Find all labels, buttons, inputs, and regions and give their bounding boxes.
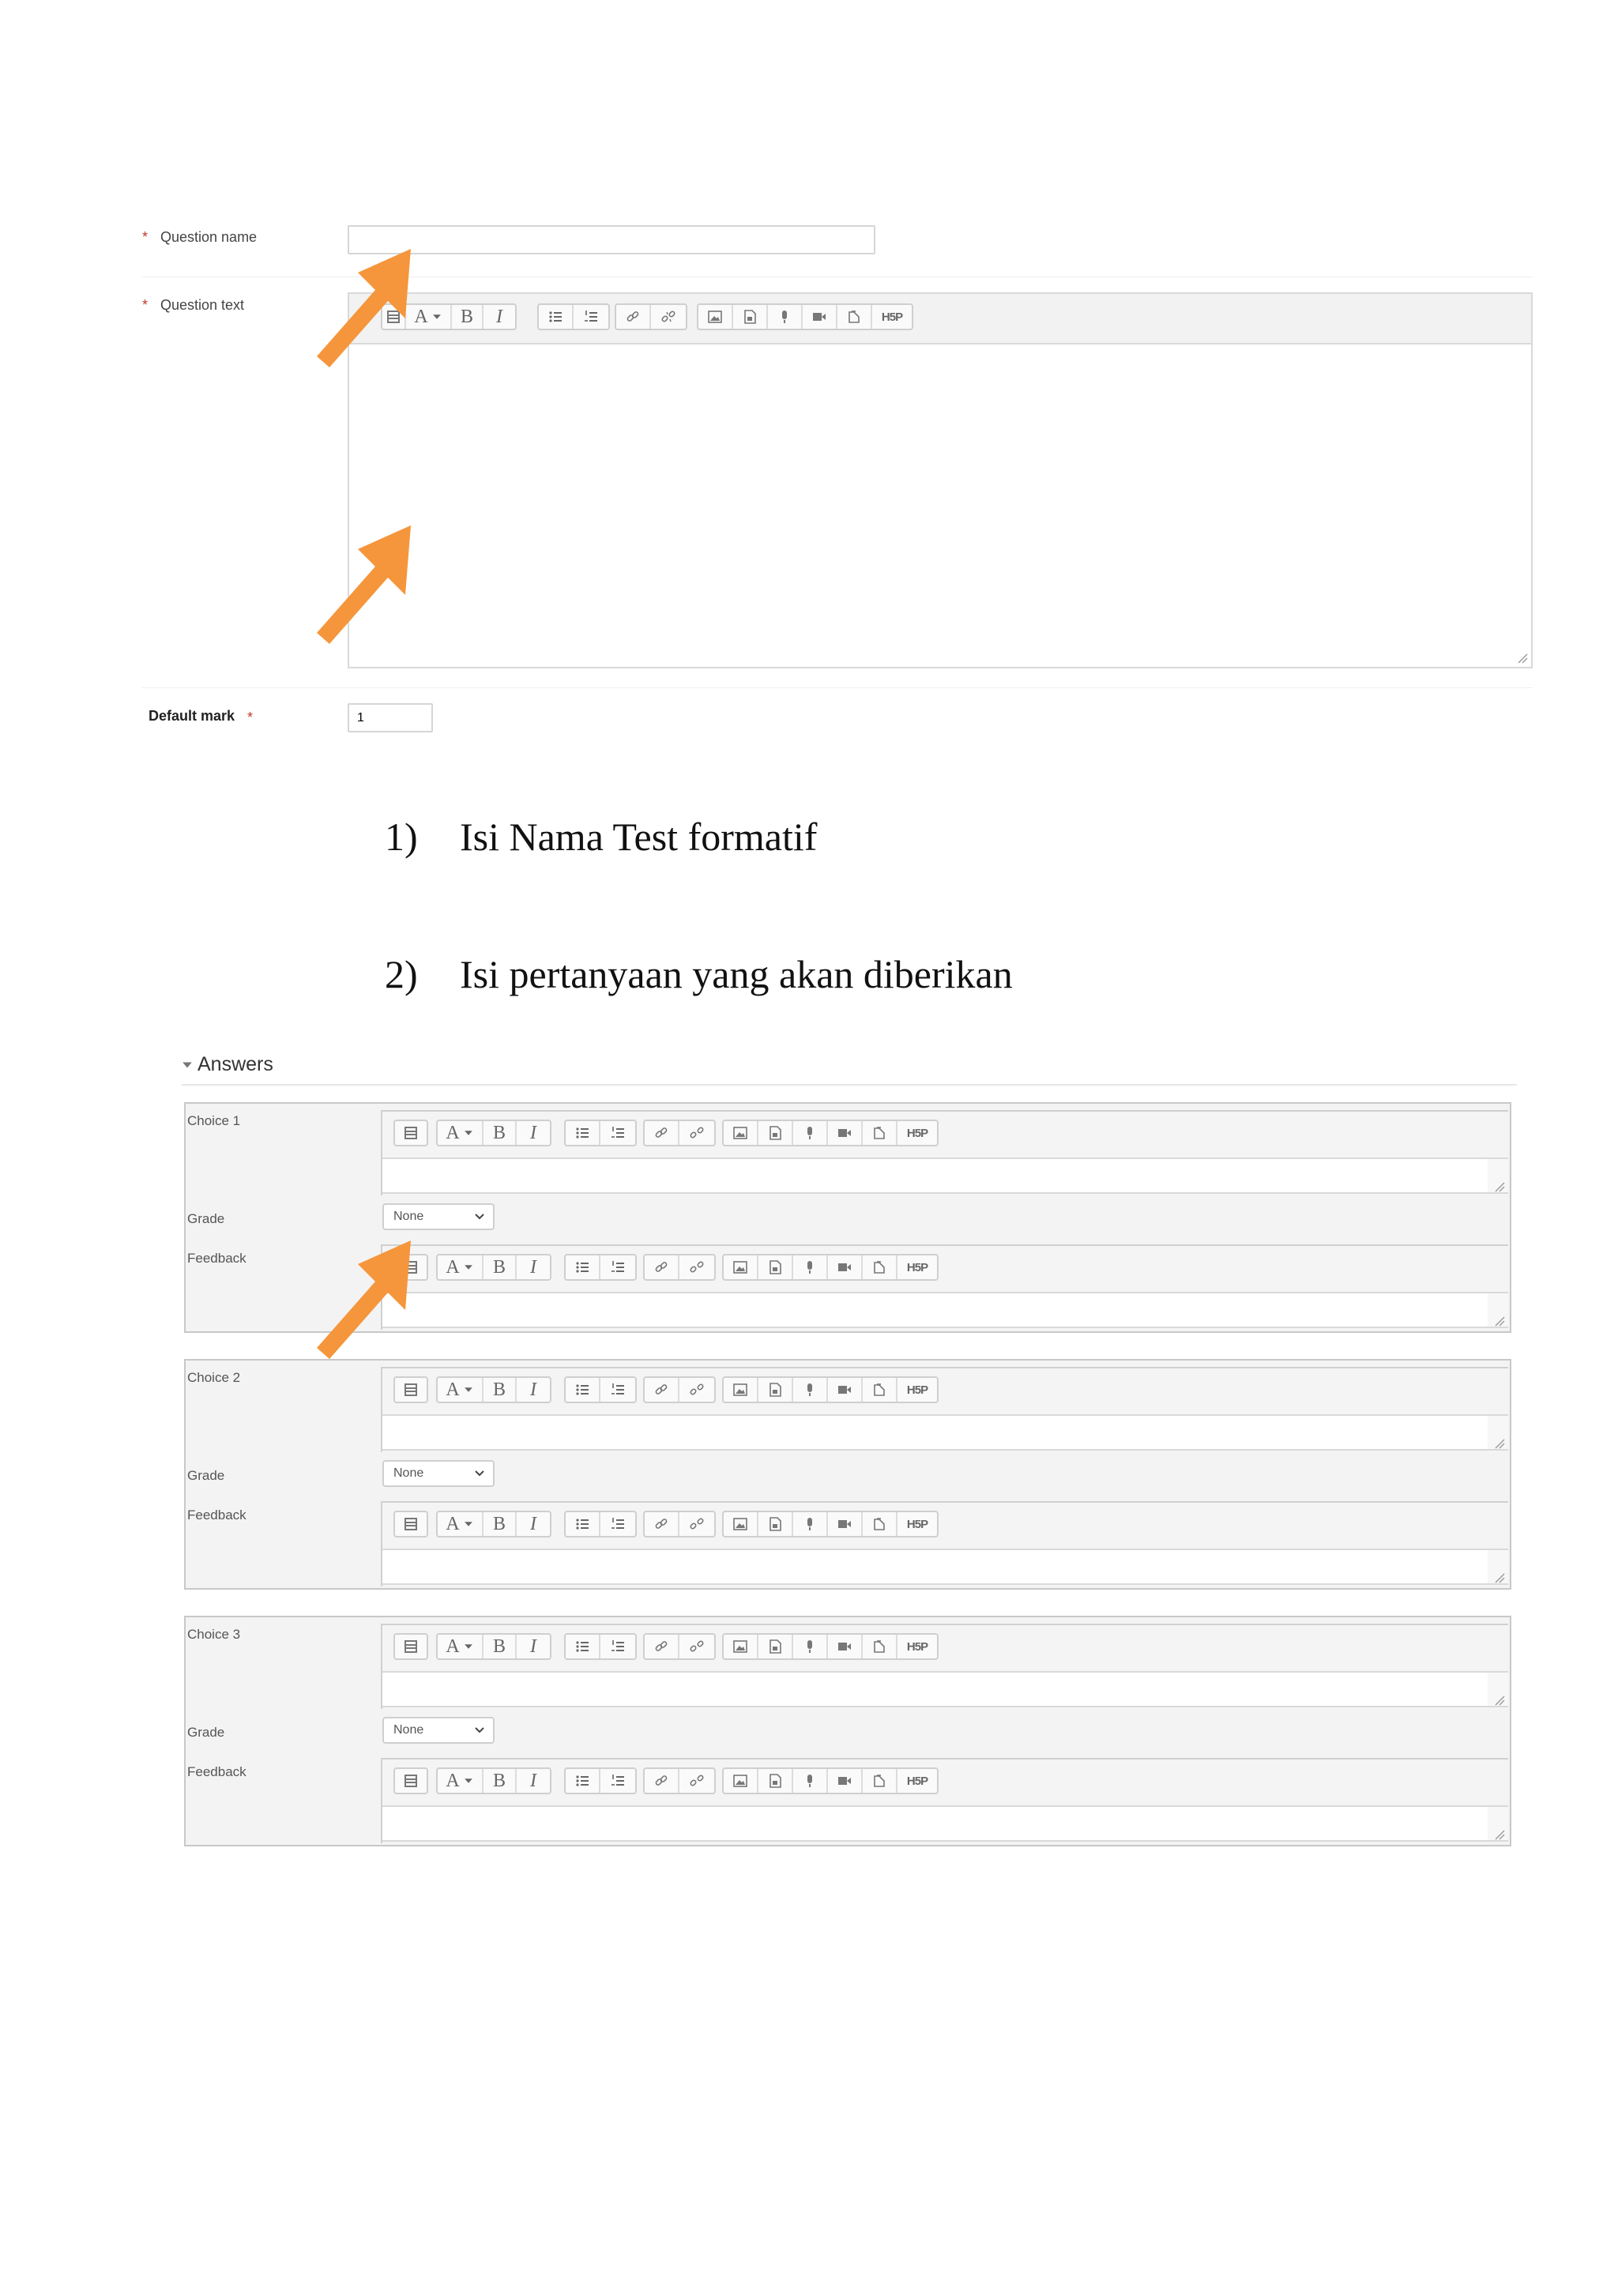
microphone-icon [802, 1639, 818, 1654]
unordered-list-button[interactable] [566, 1255, 600, 1279]
microphone-icon [802, 1773, 818, 1789]
insert-media-button[interactable] [758, 1512, 793, 1536]
answers-rule [182, 1084, 1517, 1086]
collapse-caret-icon [182, 1060, 193, 1071]
resize-handle-icon[interactable] [1494, 1438, 1505, 1449]
unlink-icon [689, 1125, 705, 1141]
link-icon [653, 1773, 669, 1789]
numbered-list-icon [610, 1382, 626, 1398]
unordered-list-button[interactable] [566, 1378, 600, 1402]
numbered-list-icon [610, 1639, 626, 1654]
font-style-icon: A [446, 1256, 460, 1278]
media-file-icon [767, 1516, 783, 1532]
required-marker: * [142, 229, 149, 245]
numbered-list-icon [583, 309, 599, 325]
insert-media-button[interactable] [758, 1635, 793, 1658]
insert-image-button[interactable] [724, 1255, 758, 1279]
link-button[interactable] [645, 1512, 679, 1536]
toolbar-group-media [722, 1254, 939, 1281]
chevron-down-icon [463, 1262, 474, 1273]
italic-button[interactable]: I [530, 1635, 536, 1657]
toolbar-group-links [615, 303, 687, 330]
chevron-down-icon [474, 1468, 485, 1479]
link-icon [653, 1639, 669, 1654]
editor-toolbar [382, 1368, 1508, 1414]
files-icon [846, 309, 862, 325]
question-text-editor [348, 292, 1533, 668]
image-icon [707, 309, 723, 325]
unlink-button[interactable] [679, 1512, 714, 1536]
unlink-button[interactable] [679, 1121, 714, 1145]
record-video-button[interactable] [828, 1512, 863, 1536]
h5p-button[interactable]: H5P [906, 1639, 928, 1654]
toolbar-toggle-icon [403, 1639, 419, 1654]
h5p-button[interactable]: H5P [906, 1774, 928, 1788]
insert-image-button[interactable] [724, 1378, 758, 1402]
grade-value: None [393, 1466, 424, 1480]
toolbar-toggle-button[interactable] [395, 1378, 427, 1402]
files-icon [871, 1639, 887, 1654]
unlink-icon [689, 1516, 705, 1532]
unordered-list-button[interactable] [566, 1512, 600, 1536]
unordered-list-button[interactable] [566, 1121, 600, 1145]
ordered-list-button[interactable] [600, 1512, 635, 1536]
feedback-editor [381, 1758, 1508, 1843]
media-file-icon [767, 1125, 783, 1141]
unlink-button[interactable] [679, 1635, 714, 1658]
question-text-label: Question text [160, 297, 245, 313]
editor-toolbar [382, 1246, 1508, 1292]
record-audio-button[interactable] [793, 1255, 828, 1279]
record-video-button[interactable] [828, 1378, 863, 1402]
numbered-list-icon [610, 1125, 626, 1141]
video-camera-icon [811, 309, 827, 325]
bullet-list-icon [574, 1259, 590, 1275]
h5p-button[interactable]: H5P [906, 1383, 928, 1397]
unlink-button[interactable] [679, 1255, 714, 1279]
manage-files-button[interactable] [863, 1121, 897, 1145]
bold-button[interactable]: B [484, 1512, 517, 1536]
question-name-label: Question name [160, 229, 258, 245]
unordered-list-button[interactable] [566, 1635, 600, 1658]
toolbar-group-style [393, 1633, 428, 1660]
link-button[interactable] [645, 1121, 679, 1145]
link-icon [653, 1125, 669, 1141]
insert-image-button[interactable] [724, 1769, 758, 1793]
toolbar-group-lists [537, 303, 610, 330]
paragraph-style-button[interactable] [438, 1121, 484, 1145]
toolbar-group-lists [564, 1633, 637, 1660]
chevron-down-icon [463, 1127, 474, 1139]
toolbar-group-format [436, 1767, 551, 1794]
choice-editor [381, 1367, 1508, 1452]
font-style-icon: A [446, 1379, 460, 1400]
divider [142, 687, 1533, 688]
answers-legend[interactable] [182, 1053, 273, 1076]
h5p-button[interactable]: H5P [906, 1126, 928, 1140]
numbered-list-icon [610, 1773, 626, 1789]
font-style-icon: A [446, 1770, 460, 1791]
insert-image-button[interactable] [724, 1121, 758, 1145]
video-camera-icon [837, 1382, 852, 1398]
manage-files-button[interactable] [863, 1378, 897, 1402]
toolbar-group-lists [564, 1254, 637, 1281]
link-button[interactable] [645, 1635, 679, 1658]
toolbar-group-lists [564, 1511, 637, 1538]
media-file-icon [767, 1382, 783, 1398]
choice-block-2 [184, 1359, 1511, 1590]
feedback-editor [381, 1244, 1508, 1330]
choice-editor [381, 1110, 1508, 1195]
toolbar-group-style [393, 1767, 428, 1794]
manage-files-button[interactable] [863, 1512, 897, 1536]
toolbar-group-format [436, 1120, 551, 1146]
toolbar-group-lists [564, 1767, 637, 1794]
manage-files-button[interactable] [863, 1255, 897, 1279]
annotation-arrow-icon [312, 249, 419, 383]
bullet-list-icon [574, 1773, 590, 1789]
record-video-button[interactable] [828, 1635, 863, 1658]
toolbar-group-links [643, 1376, 716, 1403]
unordered-list-button[interactable] [539, 305, 574, 329]
italic-button[interactable]: I [530, 1513, 536, 1534]
resize-handle-icon[interactable] [1517, 653, 1528, 664]
grade-label: Grade [187, 1211, 225, 1226]
bullet-list-icon [574, 1125, 590, 1141]
resize-handle-icon[interactable] [1494, 1181, 1505, 1192]
record-audio-button[interactable] [768, 305, 803, 329]
ordered-list-button[interactable] [600, 1769, 635, 1793]
feedback-text-area[interactable] [382, 1805, 1488, 1842]
choice-label: Choice 1 [187, 1113, 241, 1128]
video-camera-icon [837, 1516, 852, 1532]
unlink-button[interactable] [679, 1769, 714, 1793]
media-file-icon [767, 1639, 783, 1654]
toolbar-toggle-button[interactable] [395, 1769, 427, 1793]
link-icon [625, 309, 641, 325]
italic-button[interactable]: I [530, 1379, 536, 1400]
link-icon [653, 1516, 669, 1532]
h5p-button[interactable]: H5P [906, 1517, 928, 1531]
feedback-label: Feedback [187, 1764, 246, 1779]
toolbar-group-media [722, 1511, 939, 1538]
font-style-icon: A [446, 1122, 460, 1143]
toolbar-toggle-button[interactable] [395, 1635, 427, 1658]
record-audio-button[interactable] [793, 1769, 828, 1793]
manage-files-button[interactable] [863, 1635, 897, 1658]
insert-media-button[interactable] [758, 1255, 793, 1279]
toolbar-group-links [643, 1120, 716, 1146]
insert-image-button[interactable] [724, 1512, 758, 1536]
instruction-2 [385, 951, 1013, 997]
resize-handle-icon[interactable] [1494, 1829, 1505, 1840]
toolbar-group-media [722, 1633, 939, 1660]
editor-toolbar [382, 1625, 1508, 1671]
ordered-list-button[interactable] [600, 1121, 635, 1145]
record-audio-button[interactable] [793, 1635, 828, 1658]
instruction-1 [385, 814, 818, 860]
toolbar-group-links [643, 1254, 716, 1281]
instruction-text: Isi pertanyaan yang akan diberikan [460, 952, 1013, 996]
ordered-list-button[interactable] [600, 1378, 635, 1402]
chevron-down-icon [463, 1384, 474, 1395]
image-icon [732, 1639, 748, 1654]
insert-media-button[interactable] [758, 1378, 793, 1402]
link-icon [653, 1382, 669, 1398]
video-camera-icon [837, 1639, 852, 1654]
ordered-list-button[interactable] [600, 1635, 635, 1658]
editor-toolbar [382, 1112, 1508, 1157]
files-icon [871, 1382, 887, 1398]
image-icon [732, 1259, 748, 1275]
toolbar-toggle-button[interactable] [395, 1121, 427, 1145]
bold-button[interactable]: B [452, 305, 484, 329]
editor-toolbar [382, 1760, 1508, 1805]
microphone-icon [802, 1259, 818, 1275]
grade-value: None [393, 1210, 424, 1223]
bullet-list-icon [574, 1639, 590, 1654]
manage-files-button[interactable] [863, 1769, 897, 1793]
grade-label: Grade [187, 1468, 225, 1483]
unlink-icon [689, 1773, 705, 1789]
instruction-text: Isi Nama Test formatif [460, 815, 818, 859]
bold-button[interactable]: B [484, 1769, 517, 1793]
toolbar-toggle-icon [403, 1516, 419, 1532]
ordered-list-button[interactable] [600, 1255, 635, 1279]
record-audio-button[interactable] [793, 1512, 828, 1536]
toolbar-group-links [643, 1633, 716, 1660]
italic-button[interactable]: I [530, 1122, 536, 1143]
unlink-button[interactable] [679, 1378, 714, 1402]
chevron-down-icon [463, 1519, 474, 1530]
italic-button[interactable]: I [496, 306, 502, 327]
toolbar-group-style [393, 1120, 428, 1146]
default-mark-label: Default mark [149, 708, 235, 724]
record-audio-button[interactable] [793, 1121, 828, 1145]
insert-media-button[interactable] [758, 1121, 793, 1145]
grade-value: None [393, 1723, 424, 1737]
video-camera-icon [837, 1773, 852, 1789]
toolbar-toggle-button[interactable] [395, 1512, 427, 1536]
files-icon [871, 1516, 887, 1532]
link-icon [653, 1259, 669, 1275]
insert-media-button[interactable] [733, 305, 768, 329]
toolbar-group-media [722, 1376, 939, 1403]
chevron-down-icon [463, 1641, 474, 1652]
toolbar-group-media [697, 303, 913, 330]
editor-toolbar [349, 294, 1531, 344]
video-camera-icon [837, 1125, 852, 1141]
media-file-icon [767, 1259, 783, 1275]
insert-image-button[interactable] [724, 1635, 758, 1658]
toolbar-group-lists [564, 1120, 637, 1146]
files-icon [871, 1125, 887, 1141]
question-name-input[interactable] [348, 225, 875, 254]
choice-text-area[interactable] [382, 1414, 1488, 1451]
unlink-icon [689, 1639, 705, 1654]
image-icon [732, 1125, 748, 1141]
feedback-label: Feedback [187, 1251, 246, 1266]
media-file-icon [742, 309, 758, 325]
toolbar-group-media [722, 1767, 939, 1794]
toolbar-toggle-icon [403, 1125, 419, 1141]
grade-select[interactable] [382, 1717, 495, 1744]
choice-text-area[interactable] [382, 1157, 1488, 1194]
choice-label: Choice 3 [187, 1627, 241, 1642]
manage-files-button[interactable] [837, 305, 872, 329]
insert-media-button[interactable] [758, 1769, 793, 1793]
numbered-list-icon [610, 1516, 626, 1532]
choice-text-area[interactable] [382, 1671, 1488, 1707]
paragraph-style-button[interactable] [438, 1255, 484, 1279]
feedback-label: Feedback [187, 1507, 246, 1523]
toolbar-toggle-icon [403, 1773, 419, 1789]
toolbar-group-style [393, 1376, 428, 1403]
choice-label: Choice 2 [187, 1370, 241, 1385]
toolbar-group-format [436, 1376, 551, 1403]
bold-button[interactable]: B [484, 1635, 517, 1658]
toolbar-toggle-icon [403, 1382, 419, 1398]
grade-select[interactable] [382, 1203, 495, 1230]
choice-editor [381, 1624, 1508, 1709]
unlink-icon [689, 1259, 705, 1275]
chevron-down-icon [463, 1775, 474, 1786]
chevron-down-icon [474, 1211, 485, 1222]
required-marker: * [247, 710, 254, 725]
grade-select[interactable] [382, 1460, 495, 1487]
h5p-button[interactable]: H5P [881, 310, 903, 324]
toolbar-group-format [436, 1511, 551, 1538]
image-icon [732, 1516, 748, 1532]
font-style-icon: A [414, 306, 428, 327]
feedback-editor [381, 1501, 1508, 1586]
paragraph-style-button[interactable] [438, 1635, 484, 1658]
bold-button[interactable]: B [484, 1121, 517, 1145]
record-video-button[interactable] [803, 305, 837, 329]
video-camera-icon [837, 1259, 852, 1275]
font-style-icon: A [446, 1513, 460, 1534]
paragraph-style-button[interactable] [438, 1769, 484, 1793]
bullet-list-icon [574, 1516, 590, 1532]
files-icon [871, 1259, 887, 1275]
link-button[interactable] [616, 305, 651, 329]
link-button[interactable] [645, 1378, 679, 1402]
record-video-button[interactable] [828, 1121, 863, 1145]
italic-button[interactable]: I [530, 1770, 536, 1791]
bullet-list-icon [574, 1382, 590, 1398]
numbered-list-icon [610, 1259, 626, 1275]
files-icon [871, 1773, 887, 1789]
record-video-button[interactable] [828, 1769, 863, 1793]
bullet-list-icon [547, 309, 563, 325]
font-style-icon: A [446, 1635, 460, 1657]
insert-image-button[interactable] [698, 305, 733, 329]
resize-handle-icon[interactable] [1494, 1695, 1505, 1706]
image-icon [732, 1382, 748, 1398]
link-button[interactable] [645, 1255, 679, 1279]
link-button[interactable] [645, 1769, 679, 1793]
toolbar-group-style [393, 1511, 428, 1538]
unlink-icon [689, 1382, 705, 1398]
annotation-arrow-icon [312, 525, 419, 660]
bold-button[interactable]: B [484, 1255, 517, 1279]
choice-block-3 [184, 1616, 1511, 1846]
paragraph-style-button[interactable] [438, 1378, 484, 1402]
answers-title: Answers [198, 1053, 273, 1075]
toolbar-group-media [722, 1120, 939, 1146]
italic-button[interactable]: I [530, 1256, 536, 1278]
toolbar-group-links [643, 1767, 716, 1794]
toolbar-group-lists [564, 1376, 637, 1403]
toolbar-group-links [643, 1511, 716, 1538]
toolbar-group-format [436, 1254, 551, 1281]
question-text-area[interactable] [349, 344, 1531, 665]
resize-handle-icon[interactable] [1494, 1572, 1505, 1583]
media-file-icon [767, 1773, 783, 1789]
microphone-icon [802, 1382, 818, 1398]
chevron-down-icon [474, 1725, 485, 1736]
default-mark-input[interactable] [348, 703, 433, 732]
editor-toolbar [382, 1503, 1508, 1549]
microphone-icon [802, 1125, 818, 1141]
paragraph-style-button[interactable] [438, 1512, 484, 1536]
instruction-number: 2) [385, 952, 418, 996]
unordered-list-button[interactable] [566, 1769, 600, 1793]
resize-handle-icon[interactable] [1494, 1315, 1505, 1327]
record-audio-button[interactable] [793, 1378, 828, 1402]
bold-button[interactable]: B [484, 1378, 517, 1402]
toolbar-group-format [436, 1633, 551, 1660]
unlink-icon [660, 309, 676, 325]
ordered-list-button[interactable] [574, 305, 608, 329]
record-video-button[interactable] [828, 1255, 863, 1279]
grade-label: Grade [187, 1725, 225, 1740]
feedback-text-area[interactable] [382, 1549, 1488, 1585]
required-marker: * [142, 297, 149, 313]
chevron-down-icon [431, 311, 442, 322]
image-icon [732, 1773, 748, 1789]
microphone-icon [777, 309, 792, 325]
unlink-button[interactable] [651, 305, 686, 329]
feedback-text-area[interactable] [382, 1292, 1488, 1328]
instruction-number: 1) [385, 815, 418, 859]
annotation-arrow-icon [312, 1240, 419, 1375]
microphone-icon [802, 1516, 818, 1532]
h5p-button[interactable]: H5P [906, 1260, 928, 1274]
